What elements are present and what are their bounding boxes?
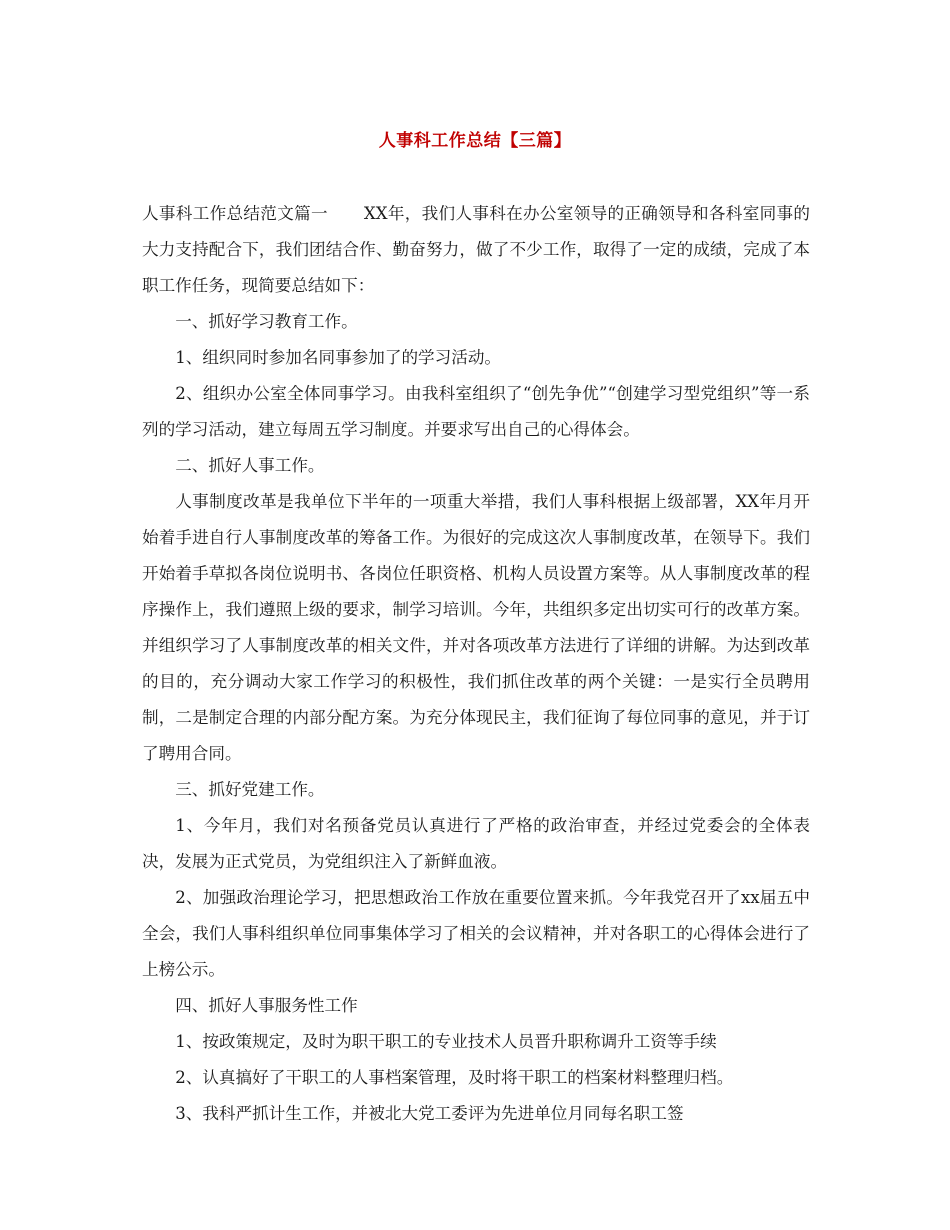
paragraph: 2、加强政治理论学习，把思想政治工作放在重要位置来抓。今年我党召开了xx届五中全会，我们人事科组织单位同事集体学习了相关的会议精神，并对各职工的心得体会进行了上榜公示。 [142, 888, 810, 979]
section-heading: 四、抓好人事服务性工作 [175, 996, 358, 1015]
paragraph: 3、我科严抓计生工作，并被北大党工委评为先进单位月同每名职工签 [175, 1104, 684, 1123]
section-heading: 一、抓好学习教育工作。 [175, 312, 358, 331]
paragraph: 1、按政策规定，及时为职干职工的专业技术人员晋升职称调升工资等手续 [175, 1032, 717, 1051]
section-heading: 三、抓好党建工作。 [175, 780, 325, 799]
intro-label: 人事科工作总结范文篇一 [142, 204, 328, 223]
intro-text: XX年，我们人事科在办公室领导的正确领导和各科室同事的大力支持配合下，我们团结合作、勤奋努力，做了不少工作，取得了一定的成绩，完成了本职工作任务，现简要总结如下： [142, 204, 810, 295]
intro-paragraph [142, 196, 810, 304]
paragraph: 2、认真搞好了干职工的人事档案管理，及时将干职工的档案材料整理归档。 [175, 1068, 734, 1087]
paragraph: 2、组织办公室全体同事学习。由我科室组织了“创先争优”“创建学习型党组织”等一系列的学习活动，建立每周五学习制度。并要求写出自己的心得体会。 [142, 384, 810, 439]
paragraph: 1、今年月，我们对名预备党员认真进行了严格的政治审查，并经过党委会的全体表决，发展为正式党员，为党组织注入了新鲜血液。 [142, 816, 810, 871]
paragraph: 人事制度改革是我单位下半年的一项重大举措，我们人事科根据上级部署，XX年月开始着手进自行人事制度改革的筹备工作。为很好的完成这次人事制度改革，在领导下。我们开始着手草拟各岗位说明书、各岗位任职资格、机构人员设置方案等。从人事制度改革的程序操作上，我们遵照上级的要求，制学习培训。今年，共组织多定出切实可行的改革方案。并组织学习了人事制度改革的相关文件，并对各项改革方法进行了详细的讲解。为达到改革的目的，充分调动大家工作学习的积极性，我们抓住改革的两个关键：一是实行全员聘用制，二是制定合理的内部分配方案。为充分体现民主，我们征询了每位同事的意见，并于订了聘用合同。 [142, 492, 810, 763]
paragraph: 1、组织同时参加名同事参加了的学习活动。 [175, 348, 502, 367]
section-heading: 二、抓好人事工作。 [175, 456, 325, 475]
document-body [142, 196, 810, 1132]
document-title: 人事科工作总结【三篇】 [378, 131, 572, 151]
